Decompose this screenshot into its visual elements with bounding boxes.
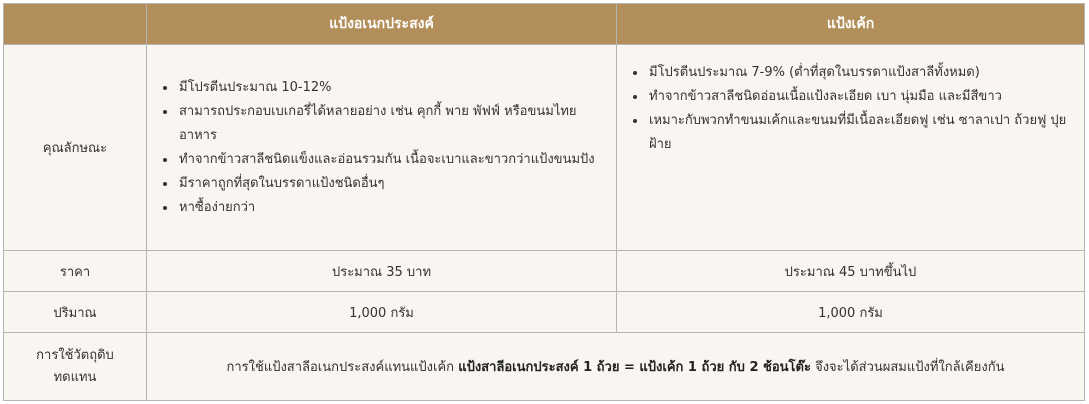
header-row xyxy=(4,4,1085,45)
list-item: • เหมาะกับพวกทำขนมเค้กและขนมที่มีเนื้อละเอียดฟู เช่น ซาลาเปา ถ้วยฟู ปุยฝ้าย xyxy=(647,109,1070,157)
flour-comparison-table xyxy=(3,3,1085,401)
price-label: ราคา xyxy=(4,251,147,292)
list-item: • มีโปรตีนประมาณ 10-12% xyxy=(177,76,602,100)
cake-quantity: 1,000 กรัม xyxy=(617,292,1085,333)
substitution-outro: จึงจะได้ส่วนผสมแป้งที่ใกล้เคียงกัน xyxy=(815,360,1005,375)
all-purpose-characteristics-list xyxy=(155,76,602,220)
list-item: • หาซื้อง่ายกว่า xyxy=(177,196,602,220)
header-cake-flour: แป้งเค้ก xyxy=(617,4,1085,45)
cake-characteristics-list xyxy=(625,61,1070,157)
substitution-intro: การใช้แป้งสาลีอเนกประสงค์แทนแป้งเค้ก xyxy=(226,360,455,375)
list-item: • ทำจากข้าวสาลีชนิดอ่อนเนื้อแป้งละเอียด เบา นุ่มมือ และมีสีขาว xyxy=(647,85,1070,109)
substitution-label-text: การใช้วัตถุดิบทดแทน xyxy=(36,347,114,385)
list-item: • มีราคาถูกที่สุดในบรรดาแป้งชนิดอื่นๆ xyxy=(177,172,602,196)
cake-characteristics-cell xyxy=(617,45,1085,251)
cake-price: ประมาณ 45 บาทขึ้นไป xyxy=(617,251,1085,292)
list-item: • ทำจากข้าวสาลีชนิดแข็งและอ่อนรวมกัน เนื้อจะเบาและขาวกว่าแป้งขนมปัง xyxy=(177,148,602,172)
header-all-purpose-flour: แป้งอเนกประสงค์ xyxy=(147,4,617,45)
substitution-row xyxy=(4,333,1085,401)
all-purpose-quantity: 1,000 กรัม xyxy=(147,292,617,333)
quantity-row xyxy=(4,292,1085,333)
price-row xyxy=(4,251,1085,292)
header-empty-cell xyxy=(4,4,147,45)
characteristics-label: คุณลักษณะ xyxy=(4,45,147,251)
list-item: • สามารถประกอบเบเกอรี่ได้หลายอย่าง เช่น คุกกี้ พาย พัฟฟ์ หรือขนมไทย อาหาร xyxy=(177,100,602,148)
substitution-label xyxy=(4,333,147,401)
all-purpose-price: ประมาณ 35 บาท xyxy=(147,251,617,292)
substitution-formula: แป้งสาลีอเนกประสงค์ 1 ถ้วย = แป้งเค้ก 1 ถ้วย กับ 2 ช้อนโต๊ะ xyxy=(458,360,811,375)
list-item: • มีโปรตีนประมาณ 7-9% (ต่ำที่สุดในบรรดาแป้งสาลีทั้งหมด) xyxy=(647,61,1070,85)
all-purpose-characteristics-cell xyxy=(147,45,617,251)
substitution-note xyxy=(147,333,1085,401)
characteristics-row xyxy=(4,45,1085,251)
quantity-label: ปริมาณ xyxy=(4,292,147,333)
